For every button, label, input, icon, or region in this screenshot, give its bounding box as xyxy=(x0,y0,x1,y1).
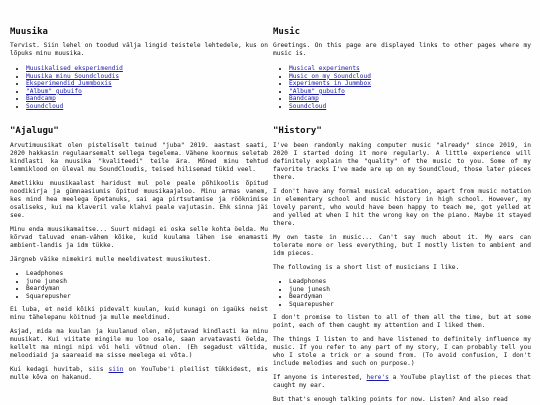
list-item xyxy=(26,80,123,88)
list-item xyxy=(289,88,371,96)
intro-text-et: Tervist. Siin lehel on toodud välja lingid teistele lehtedele, kus on lõpuks minu muusika. xyxy=(10,42,268,57)
playlist-link-et[interactable]: siin xyxy=(108,366,124,374)
list-item: • june junesh xyxy=(289,286,531,294)
list-item xyxy=(26,88,123,96)
paragraph: But that's enough talking points for now. Listen? And also read xyxy=(273,396,508,404)
list-item xyxy=(26,95,123,103)
history-title-et: "Ajalugu" xyxy=(10,126,59,136)
text: on YouTube'i pleilist tükkidest, mis mulle kõva on hakanud. xyxy=(10,366,268,382)
link-soundcloud-music-et[interactable]: Muusika minu Soundcloudis xyxy=(26,72,120,80)
paragraph: Asjad, mida ma kuulan ja kuulanud olen, mõjutavad kindlasti ka minu muusikat. Kui viitate mingile mu loo osale, saan arvatavasti öelda, kellelt ma mingi nipi või heli võtnud olen. (Eh segadust vältida, meloodiaid ja saareaid ma sisse meelega ei võta.) xyxy=(10,328,268,360)
link-soundcloud-music-en[interactable]: Music on my Soundcloud xyxy=(289,72,371,80)
list-item xyxy=(289,65,371,73)
list-item: • Squarepusher xyxy=(26,293,268,301)
history-title-en: "History" xyxy=(273,126,322,136)
paragraph: I don't have any formal musical education, apart from music notation in elementary school and music history in high school. However, my lovely parent, who would have been happy to teach me, got yelled at and yelled at when I hit the wrong key on the piano. Maybe it stayed there. xyxy=(273,188,531,227)
text: Kui kedagi huvitab, siis xyxy=(10,366,109,374)
link-album-et[interactable]: "Album" gubuifo xyxy=(26,87,82,95)
history-text-en xyxy=(273,142,531,405)
text: a YouTube playlist of the pieces that caught my ear. xyxy=(273,374,531,390)
link-musical-experiments-et[interactable]: Muusikalised eksperimendid xyxy=(26,65,123,72)
list-item xyxy=(26,65,123,73)
list-item: • Beardyman xyxy=(26,285,268,293)
list-item xyxy=(289,80,371,88)
link-bandcamp-et[interactable]: Bandcamp xyxy=(26,95,56,103)
link-soundcloud-en[interactable]: Soundcloud xyxy=(289,102,327,110)
links-list-et xyxy=(10,65,123,111)
history-text-et xyxy=(10,142,268,388)
link-musical-experiments-en[interactable]: Musical experiments xyxy=(289,65,360,72)
links-list-en xyxy=(273,65,371,111)
page-title-et: Muusika xyxy=(10,27,48,37)
list-item xyxy=(26,73,123,81)
paragraph: I've been randomly making computer music "already" since 2019, in 2020 I started doing it more regularly. A little experience will definitely explain the "quality" of the music to you. Some of my favorite tracks I've made are up on my SoundCloud, those later pieces there. xyxy=(273,142,531,181)
paragraph: The things I listen to and have listened to definitely influence my music. If you refer to any part of my story, I can probably tell you who I stole a trick or a sound from. (To avoid confusion, I don't include melodies and such on purpose.) xyxy=(273,336,531,368)
link-bandcamp-en[interactable]: Bandcamp xyxy=(289,95,319,103)
intro-text-en: Greetings. On this page are displayed links to other pages where my music is. xyxy=(273,42,531,57)
paragraph: Minu enda muusikamaitse... Suurt midagi ei oska selle kohta öelda. Mu kõrvad taluvad enam-vähem kõike, kuid kuulama lähen ise enamasti ambient-landis ja idm tükke. xyxy=(10,226,268,249)
list-item: • june junesh xyxy=(26,278,268,286)
link-jummbox-et[interactable]: Eksperimendid Jummboxis xyxy=(26,80,112,88)
link-soundcloud-et[interactable]: Soundcloud xyxy=(26,102,64,110)
paragraph xyxy=(10,366,268,382)
link-jummbox-en[interactable]: Experiments in Jummbox xyxy=(289,80,371,88)
list-item xyxy=(289,103,371,111)
paragraph: Ei luba, et neid kõiki pidevalt kuulan, kuid kunagi on igaüks neist minu tähelepanu köitnud ja mulle meeldinud. xyxy=(10,306,268,322)
playlist-link-en[interactable]: here's xyxy=(366,374,389,382)
list-item: • Leadphones xyxy=(289,278,531,286)
list-item: • Beardyman xyxy=(289,293,531,301)
list-item xyxy=(289,95,371,103)
paragraph: I don't promise to listen to all of them all the time, but at some point, each of them caught my attention and I liked them. xyxy=(273,314,531,330)
musicians-list-et xyxy=(10,270,268,300)
page-title-en: Music xyxy=(273,27,301,37)
paragraph: Arvutimuusikat olen pisteliselt teinud "juba" 2019. aastast saati, 2020 hakkasin regulaarsemalt sellega tegelema. Vähene koormus seletab kindlasti ka muusika "kvaliteedi" teile ära. Mõned minu tehtud lemmiklood on üleval mu SoundCloudis, teised hilisemad tükid veel. xyxy=(10,142,268,173)
musicians-list-en xyxy=(273,278,531,308)
list-item xyxy=(26,103,123,111)
paragraph: Järgneb väike nimekiri mulle meeldivatest muusikutest. xyxy=(10,256,212,263)
list-item xyxy=(289,73,371,81)
text: If anyone is interested, xyxy=(273,374,367,382)
paragraph xyxy=(273,374,531,390)
paragraph: Ametlikku muusikaalast haridust mul pole peale põhikoolis õpitud noodikirja ja gümnaasiumis õpitud muusikaajaloo. Minu armas vanem, kes mind hea meelega õpetanuks, sai aga pirtsutamise ja rööknimise osaliseks, kui ma klaveril vale klahvi peale vajutasin. Ehk sinna jäi see. xyxy=(10,180,268,219)
list-item: • Leadphones xyxy=(26,270,268,278)
link-album-en[interactable]: "Album" gubuifo xyxy=(289,87,345,95)
list-item: • Squarepusher xyxy=(289,301,531,309)
paragraph: The following is a short list of musicians I like. xyxy=(273,264,460,271)
paragraph: My own taste in music... Can't say much about it. My ears can tolerate more or less everything, but I mostly listen to ambient and idm pieces. xyxy=(273,234,531,257)
